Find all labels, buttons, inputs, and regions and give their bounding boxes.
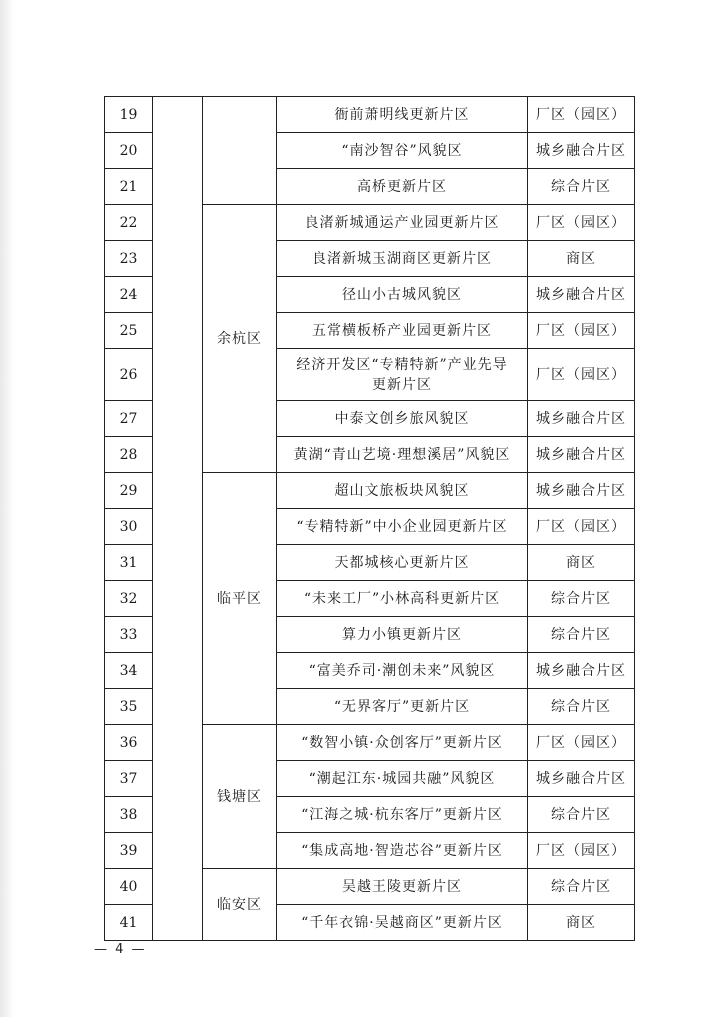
row-number: 21 (105, 169, 153, 205)
area-type: 综合片区 (528, 169, 635, 205)
area-type: 商区 (528, 241, 635, 277)
district-cell-yuhang: 余杭区 (203, 205, 277, 473)
row-number: 28 (105, 437, 153, 473)
area-name: “未来工厂”小林高科更新片区 (277, 581, 528, 617)
row-number: 31 (105, 545, 153, 581)
area-name: 良渚新城通运产业园更新片区 (277, 205, 528, 241)
area-name: “江海之城·杭东客厅”更新片区 (277, 797, 528, 833)
area-name: 径山小古城风貌区 (277, 277, 528, 313)
table-row (105, 97, 635, 133)
area-name: 五常横板桥产业园更新片区 (277, 313, 528, 349)
area-type: 综合片区 (528, 689, 635, 725)
row-number: 25 (105, 313, 153, 349)
area-type: 城乡融合片区 (528, 437, 635, 473)
area-name: “专精特新”中小企业园更新片区 (277, 509, 528, 545)
area-name: 算力小镇更新片区 (277, 617, 528, 653)
area-name: “数智小镇·众创客厅”更新片区 (277, 725, 528, 761)
area-type: 商区 (528, 545, 635, 581)
row-number: 30 (105, 509, 153, 545)
row-number: 40 (105, 869, 153, 905)
district-cell-continued (203, 97, 277, 205)
area-name: “无界客厅”更新片区 (277, 689, 528, 725)
row-number: 23 (105, 241, 153, 277)
area-name: “富美乔司·潮创未来”风貌区 (277, 653, 528, 689)
area-type: 城乡融合片区 (528, 473, 635, 509)
area-name: 高桥更新片区 (277, 169, 528, 205)
district-cell-qiantang: 钱塘区 (203, 725, 277, 869)
row-number: 20 (105, 133, 153, 169)
district-cell-linan: 临安区 (203, 869, 277, 941)
row-number: 19 (105, 97, 153, 133)
row-number: 32 (105, 581, 153, 617)
area-type: 城乡融合片区 (528, 401, 635, 437)
row-number: 38 (105, 797, 153, 833)
page-number: — 4 — (94, 942, 147, 957)
row-number: 29 (105, 473, 153, 509)
row-number: 37 (105, 761, 153, 797)
area-type: 厂区（园区） (528, 205, 635, 241)
area-type: 厂区（园区） (528, 313, 635, 349)
district-cell-linping: 临平区 (203, 473, 277, 725)
row-number: 35 (105, 689, 153, 725)
row-number: 26 (105, 349, 153, 401)
row-number: 24 (105, 277, 153, 313)
area-type: 厂区（园区） (528, 725, 635, 761)
row-number: 33 (105, 617, 153, 653)
area-name: “集成高地·智造芯谷”更新片区 (277, 833, 528, 869)
area-type: 城乡融合片区 (528, 761, 635, 797)
row-number: 22 (105, 205, 153, 241)
area-name: 经济开发区“专精特新”产业先导更新片区 (277, 349, 528, 401)
area-type: 城乡融合片区 (528, 653, 635, 689)
area-type: 厂区（园区） (528, 97, 635, 133)
row-number: 34 (105, 653, 153, 689)
area-name: 衙前萧明线更新片区 (277, 97, 528, 133)
area-name: 良渚新城玉湖商区更新片区 (277, 241, 528, 277)
row-number: 27 (105, 401, 153, 437)
area-name: 中泰文创乡旅风貌区 (277, 401, 528, 437)
area-name: 天都城核心更新片区 (277, 545, 528, 581)
scan-edge-shadow (0, 0, 14, 1017)
area-name: 超山文旅板块风貌区 (277, 473, 528, 509)
area-type: 综合片区 (528, 581, 635, 617)
area-type: 商区 (528, 905, 635, 941)
area-type: 综合片区 (528, 797, 635, 833)
area-name: 黄湖“青山艺境·理想溪居”风貌区 (277, 437, 528, 473)
area-name: “南沙智谷”风貌区 (277, 133, 528, 169)
area-name: “潮起江东·城园共融”风貌区 (277, 761, 528, 797)
city-column-cell (153, 97, 203, 941)
row-number: 41 (105, 905, 153, 941)
area-type: 城乡融合片区 (528, 133, 635, 169)
renewal-area-table (104, 96, 635, 941)
area-type: 厂区（园区） (528, 349, 635, 401)
area-name: “千年衣锦·吴越商区”更新片区 (277, 905, 528, 941)
row-number: 39 (105, 833, 153, 869)
area-type: 厂区（园区） (528, 509, 635, 545)
area-type: 综合片区 (528, 617, 635, 653)
area-name: 吴越王陵更新片区 (277, 869, 528, 905)
area-type: 厂区（园区） (528, 833, 635, 869)
row-number: 36 (105, 725, 153, 761)
area-type: 城乡融合片区 (528, 277, 635, 313)
area-type: 综合片区 (528, 869, 635, 905)
